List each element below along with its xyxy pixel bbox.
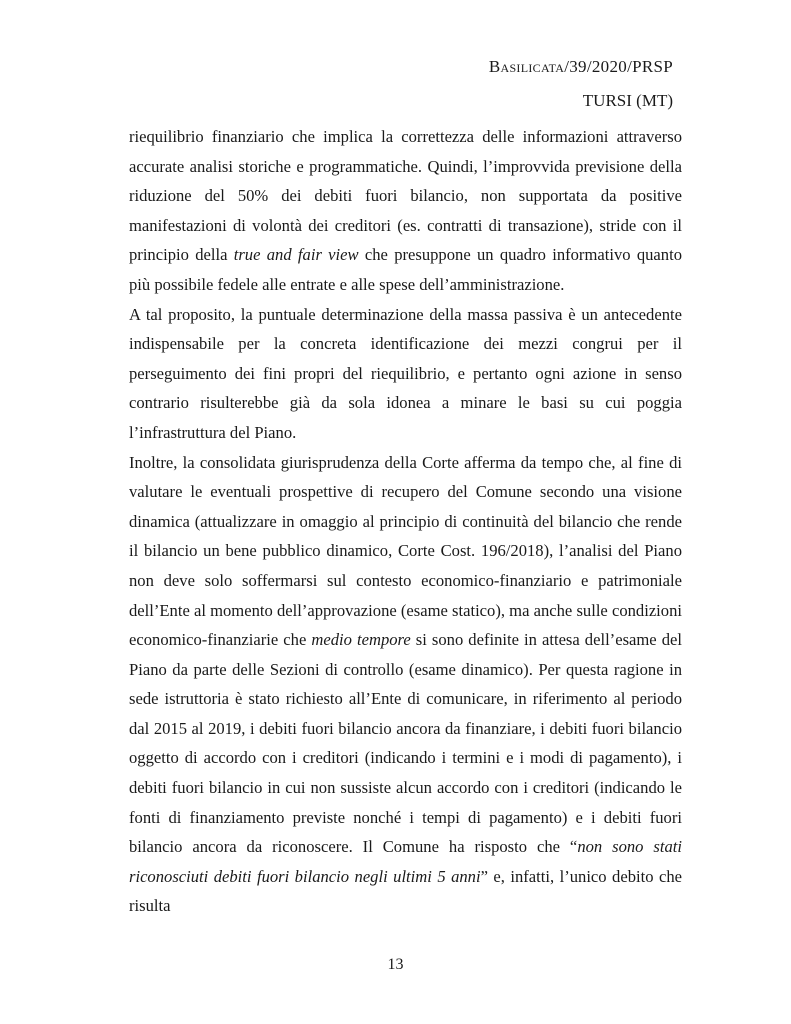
italic-phrase: medio tempore (311, 630, 411, 650)
paragraph-3: Inoltre, la consolidata giurisprudenza della Corte afferma da tempo che, al fine di valutare le eventuali prospettive di recupero del Comune secondo una visione dinamica (attualizzare in omaggio al principio di continuità del bilancio che rende il bilancio un bene pubblico dinamico, Corte Cost. 196/2018), l’analisi del Piano non deve solo soffermarsi sul contesto economico-finanziario e patrimoniale dell’Ente al momento dell’approvazione (esame statico), ma anche sulle condizioni economico-finanziarie che medio tempore si sono definite in attesa dell’esame del Piano da parte delle Sezioni di controllo (esame dinamico). Per questa ragione in sede istruttoria è stato richiesto all’Ente di comunicare, in riferimento al periodo dal 2015 al 2019, i debiti fuori bilancio ancora da finanziare, i debiti fuori bilancio oggetto di accordo con i creditori (indicando i termini e i modi di pagamento), i debiti fuori bilancio in cui non sussiste alcun accordo con i creditori (indicando le fonti di finanziamento previste nonché i tempi di pagamento) e i debiti fuori bilancio ancora da riconoscere. Il Comune ha risposto che “non sono stati riconosciuti debiti fuori bilancio negli ultimi 5 anni” e, infatti, l’unico debito che risulta (129, 452, 682, 916)
document-reference: Basilicata/39/2020/PRSP (488, 57, 673, 76)
entity-name: TURSI (MT) (582, 91, 673, 110)
paragraph-2: A tal proposito, la puntuale determinazione della massa passiva è un antecedente indispensabile per la concreta identificazione dei mezzi congrui per il perseguimento dei fini propri del riequilibrio, e pertanto ogni azione in senso contrario risulterebbe già da sola idonea a minare le basi su cui poggia l’infrastruttura del Piano. (129, 304, 682, 442)
document-body (129, 122, 682, 921)
page-header (489, 50, 673, 118)
italic-quote: non sono stati riconosciuti debiti fuori bilancio negli ultimi 5 anni (129, 837, 682, 886)
paragraph-1: riequilibrio finanziario che implica la correttezza delle informazioni attraverso accurate analisi storiche e programmatiche. Quindi, l’improvvida previsione della riduzione del 50% dei debiti fuori bilancio, non supportata da positive manifestazioni di volontà dei creditori (es. contratti di transazione), stride con il principio della true and fair view che presuppone un quadro informativo quanto più possibile fedele alle entrate e alle spese dell’amministrazione. (129, 127, 682, 294)
page-number: 13 (387, 956, 404, 973)
italic-phrase: true and fair view (233, 245, 359, 265)
